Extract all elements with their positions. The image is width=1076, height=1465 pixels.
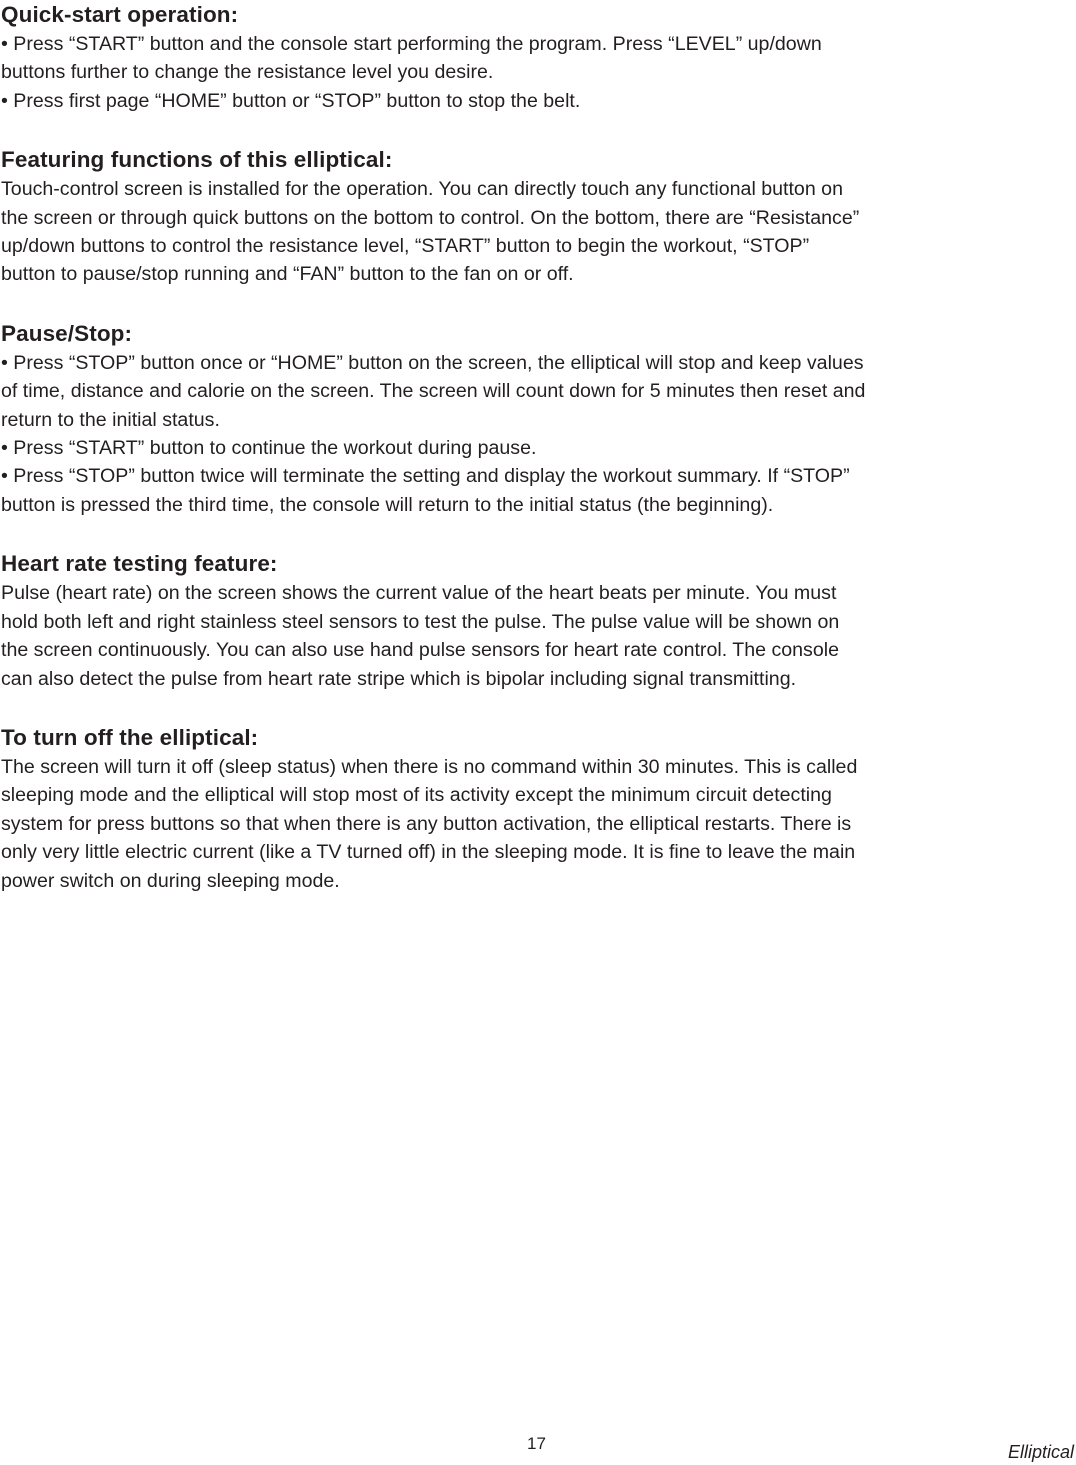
paragraph-line: • Press “STOP” button twice will terminate the setting and display the workout summary. If “STOP” (1, 465, 850, 488)
section-turn-off (1, 723, 1075, 895)
section-heading: To turn off the elliptical: (1, 724, 259, 750)
paragraph-line: Touch-control screen is installed for the operation. You can directly touch any functional button on (1, 178, 843, 201)
paragraph-line: the screen or through quick buttons on the bottom to control. On the bottom, there are “Resistance” (1, 206, 860, 229)
paragraph-line: • Press “STOP” button once or “HOME” button on the screen, the elliptical will stop and keep values (1, 351, 864, 374)
paragraph-line: button is pressed the third time, the console will return to the initial status (the beginning). (1, 493, 774, 516)
page-number: 17 (527, 1434, 546, 1453)
paragraph-line: button to pause/stop running and “FAN” button to the fan on or off. (1, 263, 574, 286)
section-quick-start (1, 0, 1075, 115)
section-heart-rate (1, 549, 1075, 693)
paragraph-line: return to the initial status. (1, 408, 220, 431)
section-heading: Heart rate testing feature: (1, 551, 278, 577)
manual-content (1, 0, 1075, 925)
paragraph-line: buttons further to change the resistance level you desire. (1, 61, 494, 84)
section-heading: Quick-start operation: (1, 2, 239, 27)
paragraph-line: can also detect the pulse from heart rate stripe which is bipolar including signal transmitting. (1, 667, 797, 690)
paragraph-line: the screen continuously. You can also use hand pulse sensors for heart rate control. The console (1, 639, 839, 662)
paragraph-line: hold both left and right stainless steel sensors to test the pulse. The pulse value will be shown on (1, 610, 840, 633)
section-heading: Pause/Stop: (1, 320, 133, 346)
paragraph-line: The screen will turn it off (sleep status) when there is no command within 30 minutes. This is called (1, 755, 858, 778)
paragraph-line: Pulse (heart rate) on the screen shows the current value of the heart beats per minute. You must (1, 582, 837, 605)
section-featuring-functions (1, 145, 1075, 289)
paragraph-line: • Press “START” button and the console start performing the program. Press “LEVEL” up/down (1, 33, 822, 55)
footer-label: Elliptical (1007, 1442, 1074, 1462)
paragraph-line: only very little electric current (like a TV turned off) in the sleeping mode. It is fine to leave the main (1, 841, 856, 864)
paragraph-line: up/down buttons to control the resistance level, “START” button to begin the workout, “STOP” (1, 235, 810, 258)
section-pause-stop (1, 319, 1075, 519)
paragraph-line: of time, distance and calorie on the screen. The screen will count down for 5 minutes then reset and (1, 380, 866, 403)
paragraph-line: • Press first page “HOME” button or “STOP” button to stop the belt. (1, 89, 581, 112)
paragraph-line: • Press “START” button to continue the workout during pause. (1, 437, 537, 460)
paragraph-line: sleeping mode and the elliptical will stop most of its activity except the minimum circuit detecting (1, 784, 832, 807)
paragraph-line: system for press buttons so that when there is any button activation, the elliptical restarts. There is (1, 812, 852, 835)
paragraph-line: power switch on during sleeping mode. (1, 869, 340, 892)
section-heading: Featuring functions of this elliptical: (1, 147, 393, 173)
